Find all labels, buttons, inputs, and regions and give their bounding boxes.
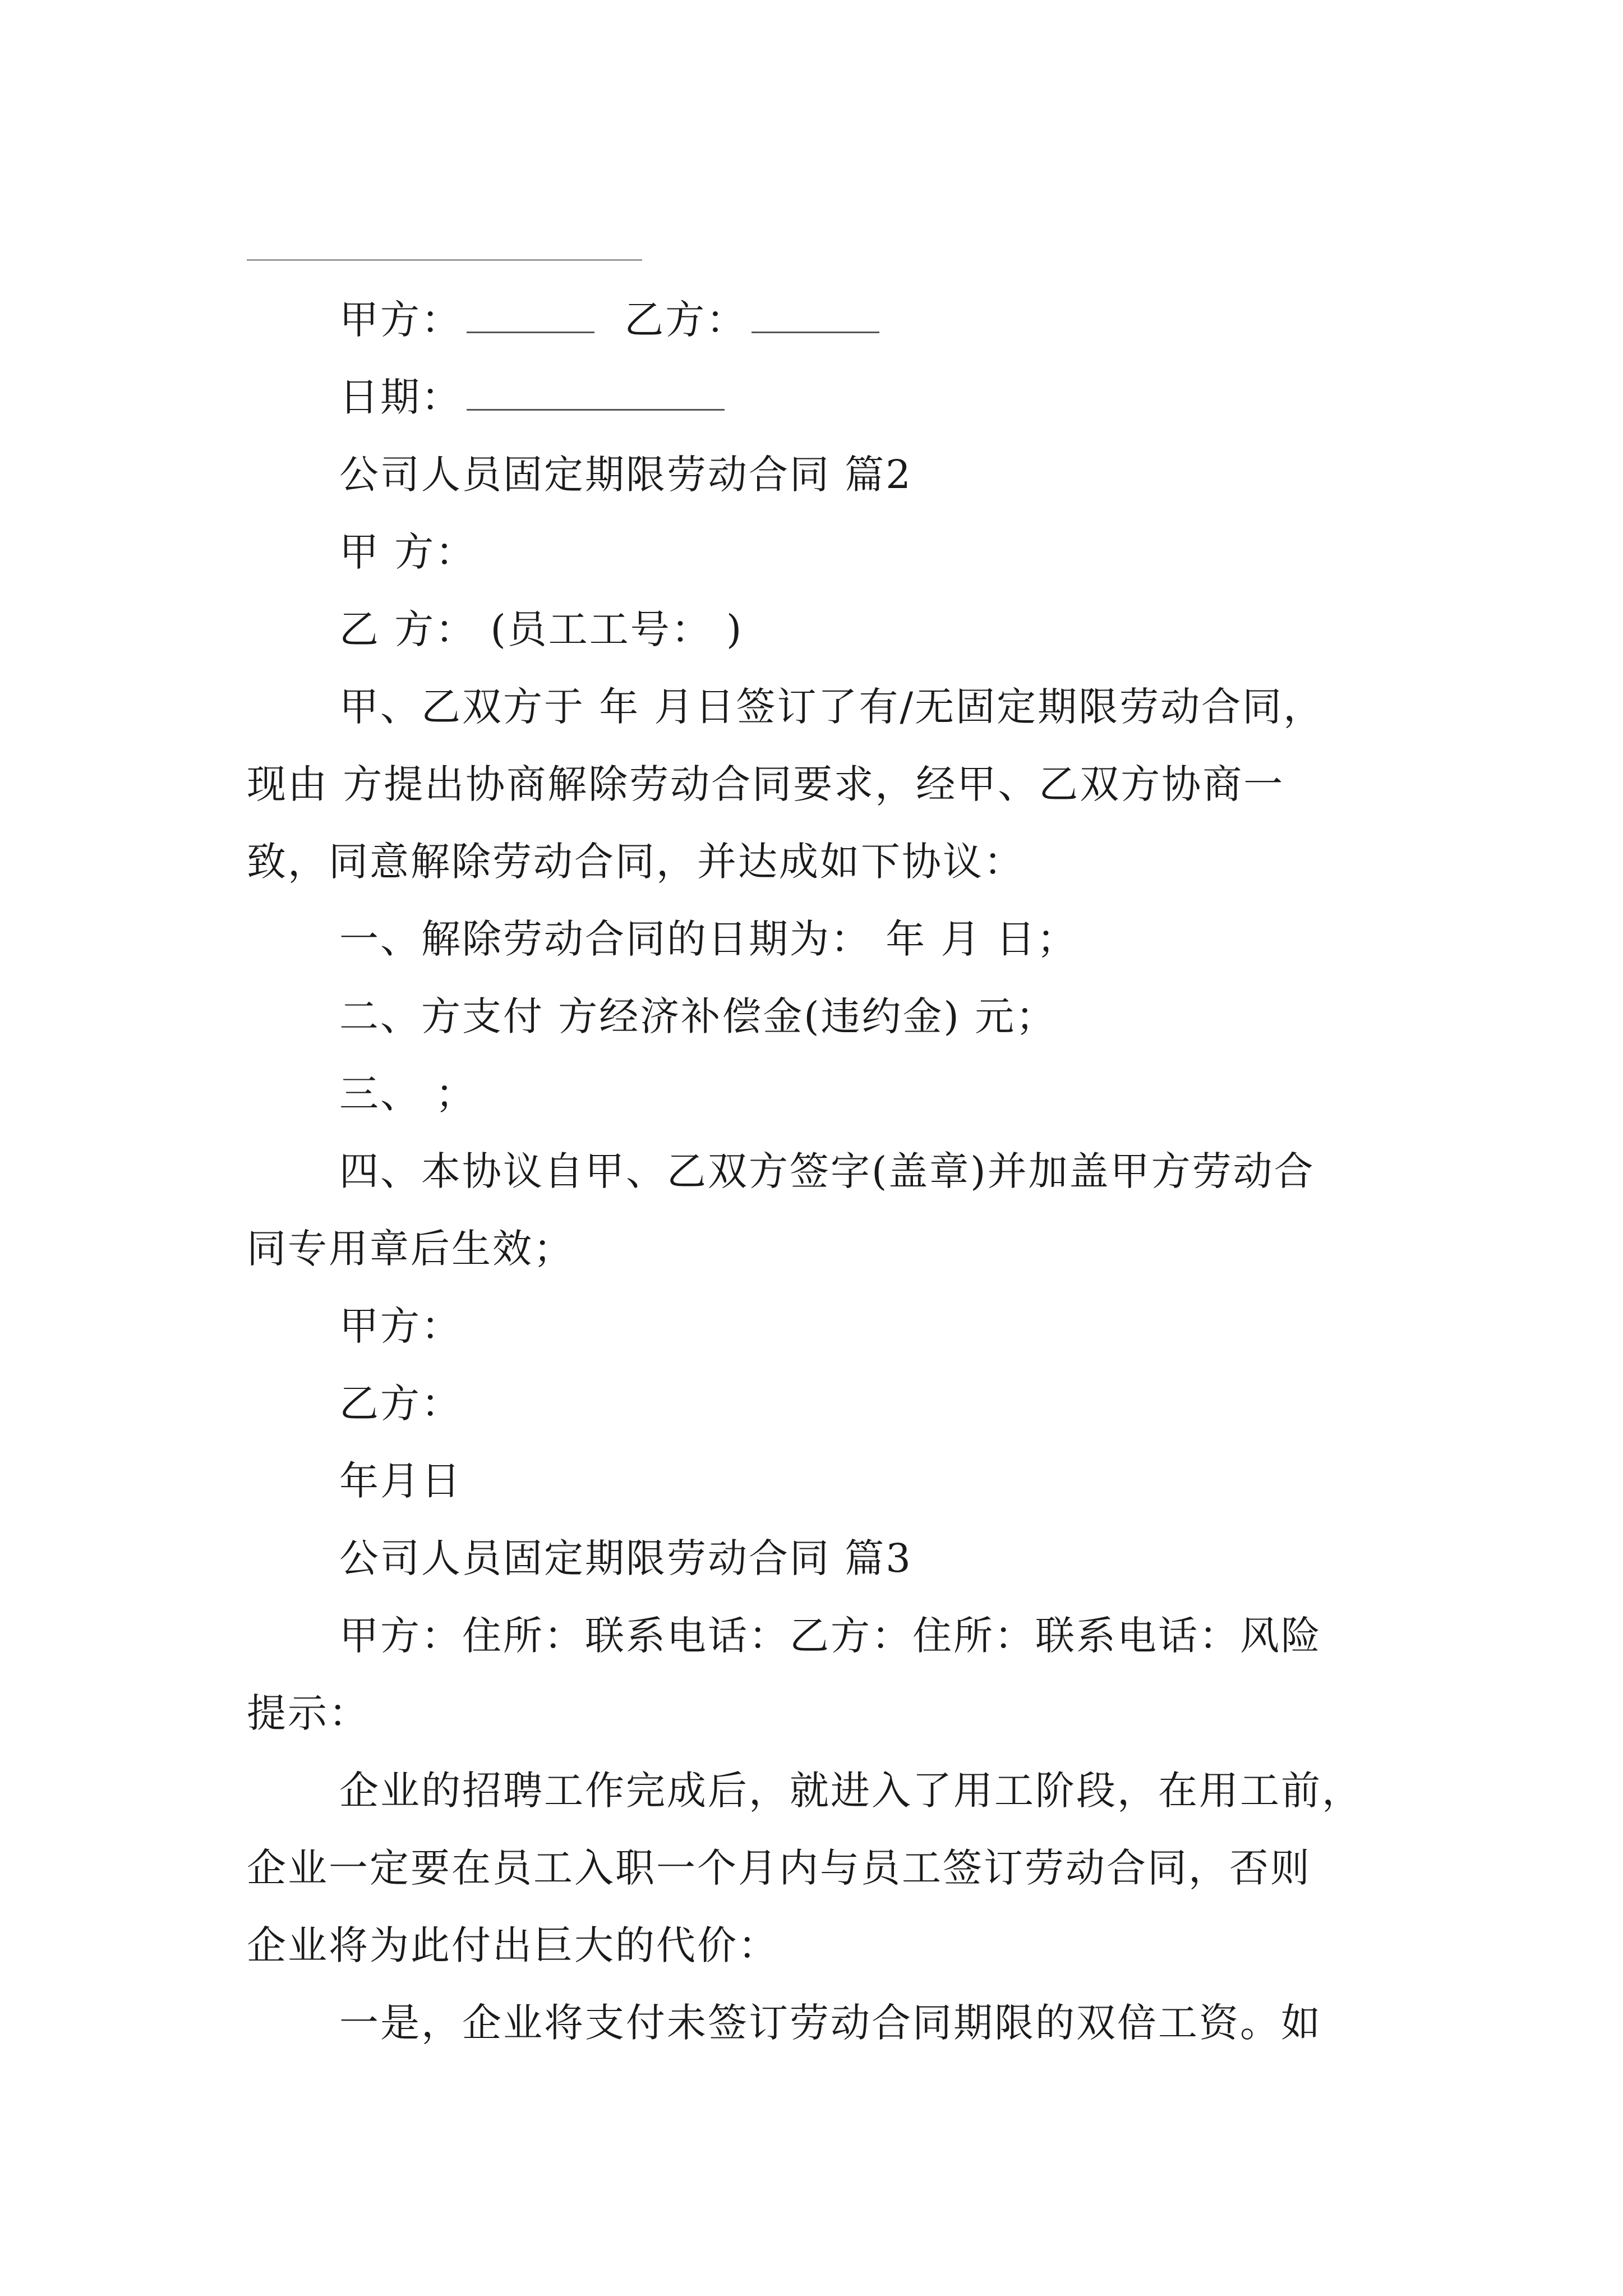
top-divider	[247, 259, 642, 261]
party-b-sign-blank	[751, 332, 879, 333]
party-a-signature: 甲方：	[339, 1303, 462, 1349]
paragraph-line: 致，同意解除劳动合同，并达成如下协议：	[247, 839, 1025, 885]
party-a-sign-blank	[467, 332, 594, 333]
paragraph-line: 甲方：住所：联系电话：乙方：住所：联系电话：风险	[339, 1613, 1322, 1659]
paragraph-line: 企业将为此付出巨大的代价：	[247, 1922, 779, 1968]
date-blank	[467, 409, 725, 411]
signature-date: 年月日	[339, 1458, 462, 1504]
paragraph-line: 甲、乙双方于 年 月日签订了有/无固定期限劳动合同，	[339, 684, 1325, 730]
agreement-item-2: 二、方支付 方经济补偿金(违约金) 元；	[339, 993, 1057, 1039]
agreement-item-4: 四、本协议自甲、乙双方签字(盖章)并加盖甲方劳动合	[339, 1148, 1315, 1194]
party-b-sign-label: 乙方：	[624, 297, 748, 343]
section-title-2: 公司人员固定期限劳动合同 篇2	[339, 452, 912, 498]
paragraph-line: 提示：	[247, 1690, 370, 1736]
signature-row-1	[339, 297, 884, 342]
paragraph-line: 企业的招聘工作完成后，就进入了用工阶段，在用工前，	[339, 1768, 1363, 1814]
date-label: 日期：	[339, 374, 462, 420]
party-b-signature: 乙方：	[339, 1381, 462, 1427]
section-title-3: 公司人员固定期限劳动合同 篇3	[339, 1535, 912, 1581]
date-row-1	[339, 375, 729, 420]
agreement-item-3: 三、 ；	[339, 1071, 477, 1117]
party-a-line: 甲 方：	[339, 529, 477, 575]
party-b-line: 乙 方： (员工工号： )	[339, 606, 744, 652]
party-a-sign-label: 甲方：	[339, 297, 462, 343]
paragraph-line: 企业一定要在员工入职一个月内与员工签订劳动合同，否则	[247, 1845, 1311, 1891]
paragraph-line: 一是，企业将支付未签订劳动合同期限的双倍工资。如	[339, 2000, 1322, 2046]
agreement-item-4-cont: 同专用章后生效；	[247, 1226, 574, 1272]
agreement-item-1: 一、解除劳动合同的日期为： 年 月 日；	[339, 916, 1078, 962]
paragraph-line: 现由 方提出协商解除劳动合同要求，经甲、乙双方协商一	[247, 761, 1285, 807]
